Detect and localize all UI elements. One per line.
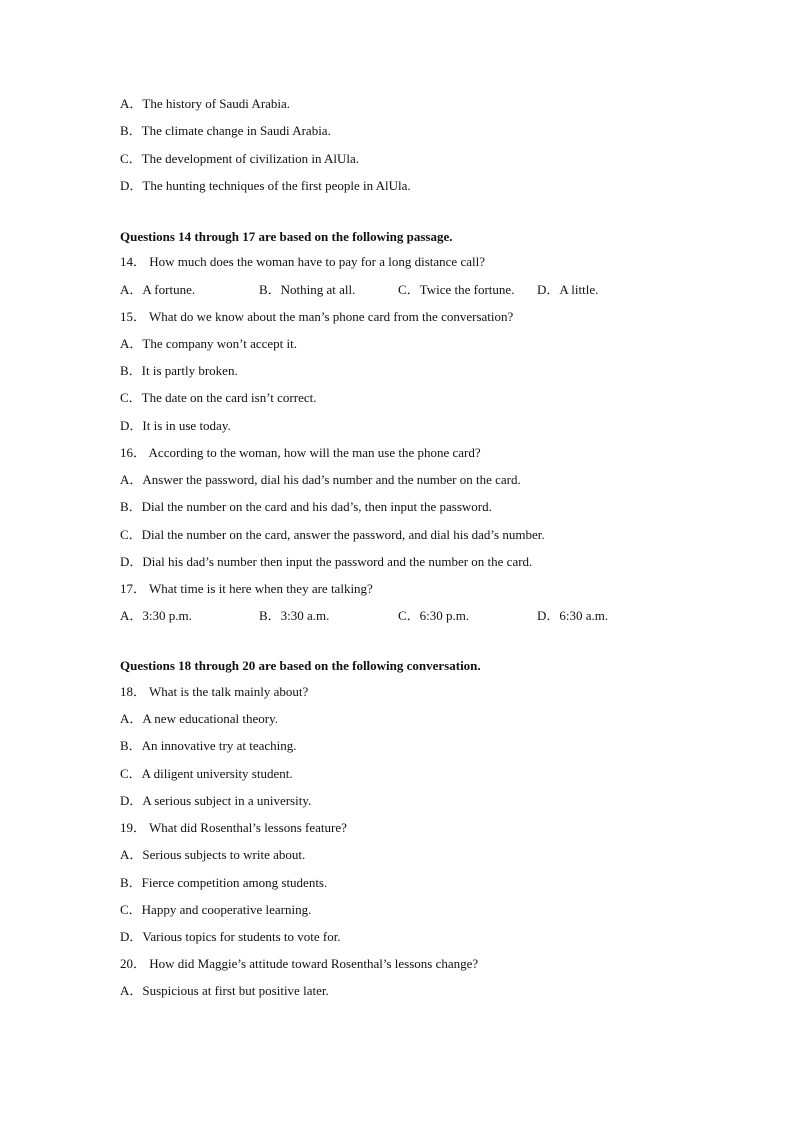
q20-question: 20． How did Maggie’s attitude toward Rosenthal’s lessons change? (120, 956, 479, 971)
q19-question: 19． What did Rosenthal’s lessons feature? (120, 820, 347, 835)
q17-option-b: B．3:30 a.m. (259, 608, 330, 623)
q19-option-c: C．Happy and cooperative learning. (120, 902, 312, 917)
q19-option-a: A．Serious subjects to write about. (120, 847, 306, 862)
q14-option-c: C．Twice the fortune. (398, 282, 515, 297)
q13-option-a: A．The history of Saudi Arabia. (120, 96, 291, 111)
q18-option-c: C．A diligent university student. (120, 766, 293, 781)
q15-option-d: D．It is in use today. (120, 418, 231, 433)
q15-question: 15． What do we know about the man’s phone card from the conversation? (120, 309, 514, 324)
q16-option-c: C．Dial the number on the card, answer the password, and dial his dad’s number. (120, 527, 545, 542)
q15-option-c: C．The date on the card isn’t correct. (120, 390, 317, 405)
q17-option-d: D．6:30 a.m. (537, 608, 609, 623)
q20-option-a: A．Suspicious at first but positive later. (120, 983, 329, 998)
q16-option-d: D．Dial his dad’s number then input the password and the number on the card. (120, 554, 533, 569)
q13-option-c: C．The development of civilization in AlUla. (120, 151, 360, 166)
q18-option-a: A．A new educational theory. (120, 711, 278, 726)
q15-option-b: B．It is partly broken. (120, 363, 238, 378)
q14-options-row (120, 282, 598, 298)
q17-option-a: A．3:30 p.m. (120, 608, 192, 623)
q14-option-d: D．A little. (537, 282, 599, 297)
q19-option-b: B．Fierce competition among students. (120, 875, 328, 890)
q16-option-b: B．Dial the number on the card and his dad’s, then input the password. (120, 499, 492, 514)
q13-option-d: D．The hunting techniques of the first people in AlUla. (120, 178, 411, 193)
q14-option-b: B．Nothing at all. (259, 282, 356, 297)
q18-option-d: D．A serious subject in a university. (120, 793, 312, 808)
q17-options-row (120, 608, 608, 624)
q14-question: 14． How much does the woman have to pay for a long distance call? (120, 254, 485, 269)
q15-option-a: A．The company won’t accept it. (120, 336, 298, 351)
q17-question: 17． What time is it here when they are talking? (120, 581, 373, 596)
q18-question: 18． What is the talk mainly about? (120, 684, 309, 699)
q19-option-d: D．Various topics for students to vote for. (120, 929, 341, 944)
q18-option-b: B．An innovative try at teaching. (120, 738, 297, 753)
q16-option-a: A．Answer the password, dial his dad’s number and the number on the card. (120, 472, 521, 487)
section-heading-14-17: Questions 14 through 17 are based on the following passage. (120, 229, 453, 244)
q17-option-c: C．6:30 p.m. (398, 608, 470, 623)
q14-option-a: A．A fortune. (120, 282, 196, 297)
section-heading-18-20: Questions 18 through 20 are based on the following conversation. (120, 658, 481, 673)
q16-question: 16． According to the woman, how will the man use the phone card? (120, 445, 481, 460)
q13-option-b: B．The climate change in Saudi Arabia. (120, 123, 331, 138)
